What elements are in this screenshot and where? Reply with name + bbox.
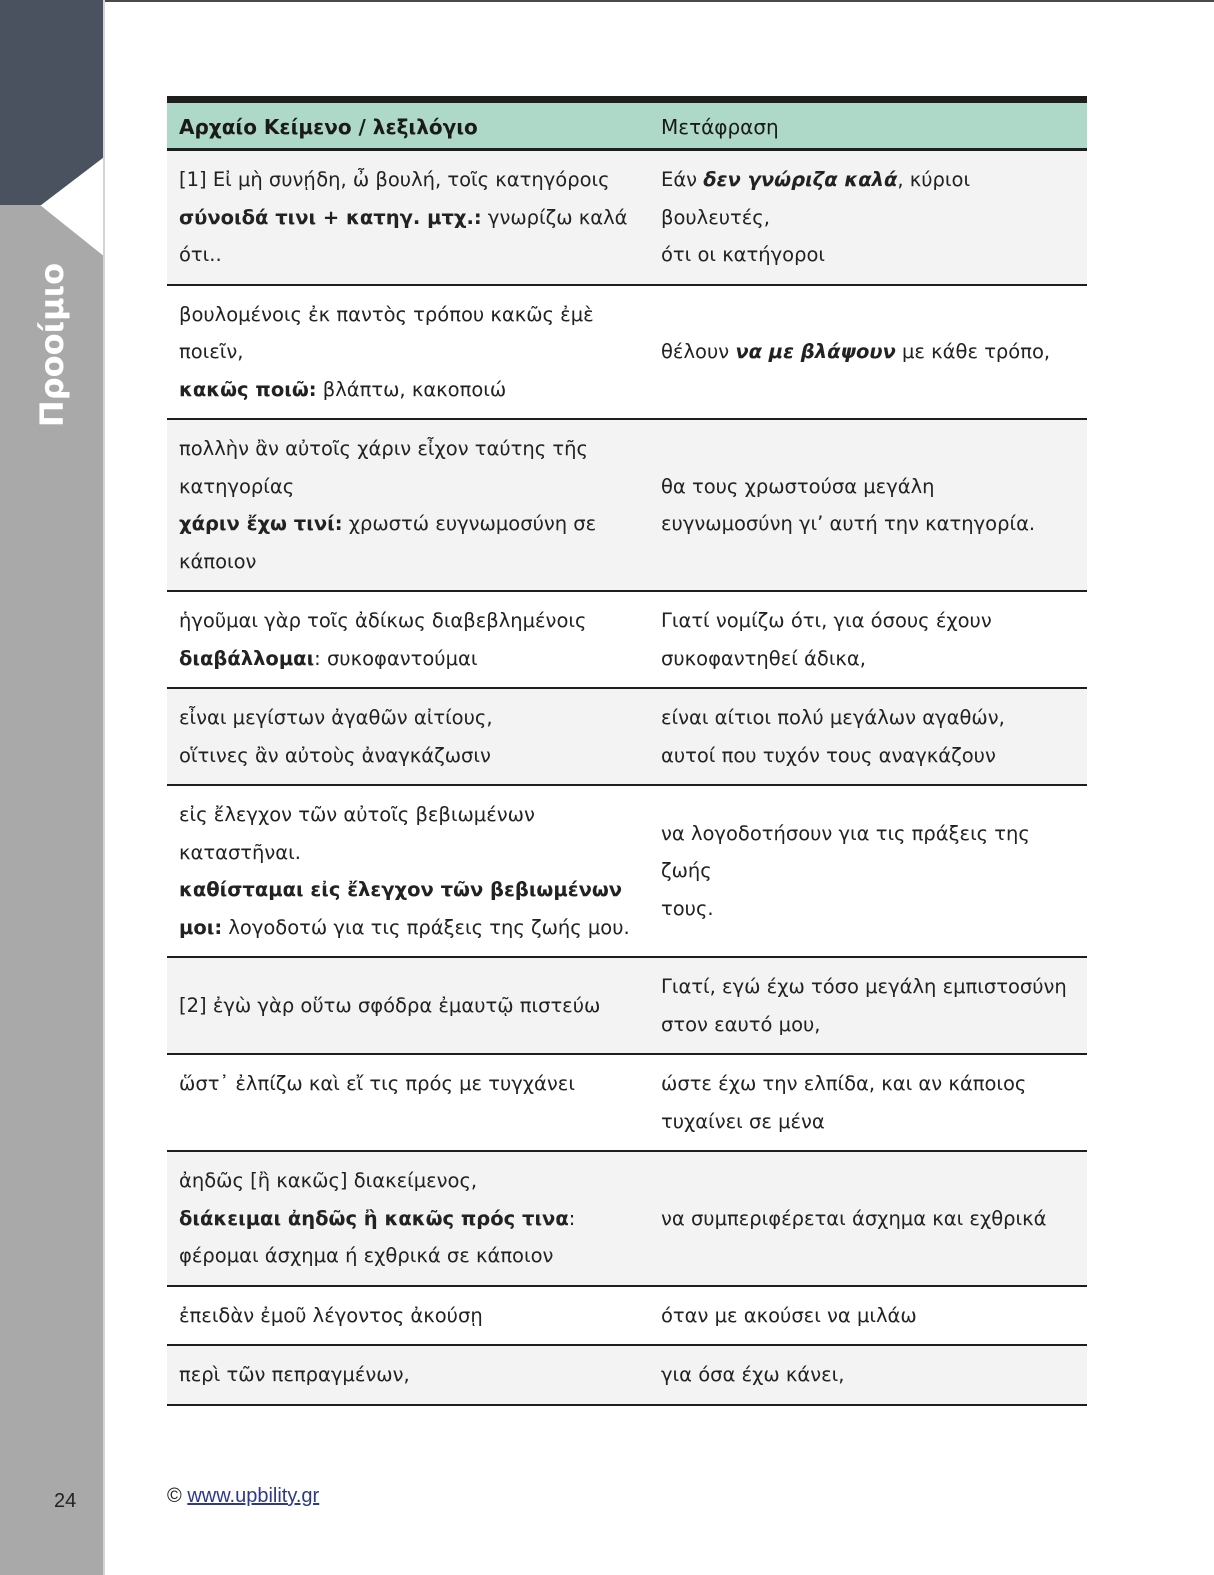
translation-cell xyxy=(649,419,1087,591)
ancient-text-cell xyxy=(167,419,649,591)
text-segment: , κύριοι βουλευτές, xyxy=(661,168,971,229)
translation-cell xyxy=(649,1345,1087,1405)
text-line xyxy=(179,871,637,909)
ancient-text-cell xyxy=(167,591,649,688)
text-segment: [2] ἐγὼ γὰρ οὕτω σφόδρα ἐμαυτῷ πιστεύω xyxy=(179,993,601,1017)
text-line xyxy=(179,602,637,640)
text-segment: είναι αίτιοι πολύ μεγάλων αγαθών, xyxy=(661,706,1005,729)
text-line xyxy=(661,1200,1075,1238)
text-segment: : xyxy=(568,1206,576,1230)
text-line xyxy=(661,161,1075,236)
text-line xyxy=(179,796,637,871)
emphasized-term: διαβάλλομαι xyxy=(179,646,315,670)
emphasized-term: σύνοιδά τινι + κατηγ. μτχ.: xyxy=(179,205,482,229)
text-line xyxy=(179,909,637,947)
text-line xyxy=(179,430,637,468)
table-row xyxy=(167,419,1087,591)
translation-cell xyxy=(649,1054,1087,1151)
chapter-title: Προοίμιο xyxy=(33,262,71,428)
ancient-text-cell xyxy=(167,785,649,957)
text-line xyxy=(661,815,1075,890)
text-segment: ώστε έχω την ελπίδα, και αν κάποιος xyxy=(661,1072,1027,1095)
text-segment: ἀηδῶς [ἢ κακῶς] διακείμενος, xyxy=(179,1169,478,1192)
text-segment: εἰς ἔλεγχον τῶν αὐτοῖς βεβιωμένων καταστῆναι. xyxy=(179,803,535,864)
translation-cell xyxy=(649,591,1087,688)
text-segment: για όσα έχω κάνει, xyxy=(661,1363,845,1386)
text-segment: να λογοδοτήσουν για τις πράξεις της ζωής xyxy=(661,821,1030,883)
text-line xyxy=(179,699,637,737)
text-segment: [1] Εἰ μὴ συνῄδη, ὦ βουλή, τοῖς κατηγόροις xyxy=(179,168,610,191)
table-row xyxy=(167,785,1087,957)
text-segment: βουλομένοις ἐκ παντὸς τρόπου κακῶς ἐμὲ ποιεῖν, xyxy=(179,302,594,363)
text-segment: πολλὴν ἂν αὐτοῖς χάριν εἶχον ταύτης τῆς xyxy=(179,437,588,460)
text-line xyxy=(661,602,1075,640)
footer xyxy=(167,1485,319,1508)
text-segment: με κάθε τρόπο, xyxy=(895,340,1051,363)
table-row xyxy=(167,1151,1087,1286)
text-line xyxy=(179,1237,637,1275)
text-line xyxy=(179,296,637,371)
translation-cell xyxy=(649,150,1087,285)
emphasized-term: καθίσταμαι εἰς ἔλεγχον τῶν βεβιωμένων xyxy=(179,878,623,901)
text-segment: συκοφαντηθεί άδικα, xyxy=(661,646,866,670)
text-segment: θέλουν xyxy=(661,340,736,363)
text-segment: Εάν xyxy=(661,168,704,191)
text-segment: κατηγορίας xyxy=(179,474,295,498)
text-line xyxy=(179,737,637,775)
text-segment: περὶ τῶν πεπραγμένων, xyxy=(179,1363,410,1386)
text-segment: γνωρίζω καλά ότι.. xyxy=(179,205,628,266)
text-line xyxy=(179,199,637,274)
ancient-text-cell xyxy=(167,285,649,420)
text-line xyxy=(179,161,637,199)
emphasized-term: κακῶς ποιῶ: xyxy=(179,377,317,401)
emphasized-term: μοι: xyxy=(179,915,223,939)
table-row xyxy=(167,1345,1087,1405)
text-line xyxy=(179,1356,637,1394)
text-segment: τους. xyxy=(661,896,714,920)
text-line xyxy=(661,1103,1075,1141)
text-segment: όταν με ακούσει να μιλάω xyxy=(661,1303,917,1327)
translation-cell xyxy=(649,688,1087,785)
text-segment: Γιατί, εγώ έχω τόσο μεγάλη εμπιστοσύνη xyxy=(661,975,1067,998)
top-rule xyxy=(0,0,1214,2)
ancient-text-cell xyxy=(167,1151,649,1286)
text-segment: ἡγοῦμαι γὰρ τοῖς ἀδίκως διαβεβλημένοις xyxy=(179,609,587,632)
translation-cell xyxy=(649,785,1087,957)
text-segment: λογοδοτώ για τις πράξεις της ζωής μου. xyxy=(222,915,630,939)
text-segment: θα τους χρωστούσα μεγάλη xyxy=(661,474,935,498)
text-segment: στον εαυτό μου, xyxy=(661,1012,821,1036)
ancient-text-cell xyxy=(167,1054,649,1151)
table-header-row xyxy=(167,100,1087,150)
text-line xyxy=(661,1356,1075,1394)
table-body xyxy=(167,150,1087,1405)
text-line xyxy=(661,1297,1075,1335)
table-row xyxy=(167,285,1087,420)
text-segment: ευγνωμοσύνη γι’ αυτή την κατηγορία. xyxy=(661,512,1036,535)
text-line xyxy=(661,737,1075,775)
sidebar-edge xyxy=(103,0,105,1575)
text-line xyxy=(661,236,1075,274)
text-segment: τυχαίνει σε μένα xyxy=(661,1109,825,1133)
text-segment: ἐπειδὰν ἐμοῦ λέγοντος ἀκούσῃ xyxy=(179,1303,483,1327)
text-line xyxy=(179,505,637,543)
website-link[interactable]: www.upbility.gr xyxy=(187,1485,320,1507)
text-line xyxy=(661,890,1075,928)
text-line xyxy=(661,1006,1075,1044)
copyright-icon: © xyxy=(167,1485,182,1507)
ancient-text-cell xyxy=(167,150,649,285)
table-row xyxy=(167,957,1087,1054)
text-segment: εἶναι μεγίστων ἀγαθῶν αἰτίους, xyxy=(179,706,493,729)
header-ancient-text: Αρχαίο Κείμενο / λεξιλόγιο xyxy=(167,100,649,150)
page-number: 24 xyxy=(54,1490,77,1512)
text-line xyxy=(179,468,637,506)
text-segment: Γιατί νομίζω ότι, για όσους έχουν xyxy=(661,609,992,632)
text-segment: ότι οι κατήγοροι xyxy=(661,243,826,266)
text-segment: να συμπεριφέρεται άσχημα και εχθρικά xyxy=(661,1206,1047,1230)
emphasized-term: διάκειμαι ἀηδῶς ἢ κακῶς πρός τινα xyxy=(179,1206,569,1230)
text-segment: ὥστ᾽ ἐλπίζω καὶ εἴ τις πρός με τυγχάνει xyxy=(179,1072,575,1095)
text-line xyxy=(179,1065,637,1103)
text-line xyxy=(179,371,637,409)
text-line xyxy=(661,333,1075,371)
emphasized-term: χάριν ἔχω τινί: xyxy=(179,512,343,535)
text-line xyxy=(661,640,1075,678)
text-segment: αυτοί που τυχόν τους αναγκάζουν xyxy=(661,743,996,767)
table-row xyxy=(167,150,1087,285)
text-line xyxy=(179,1200,637,1238)
table-row xyxy=(167,1054,1087,1151)
emphasized-term: να με βλάψουν xyxy=(735,340,896,363)
text-segment: βλάπτω, κακοποιώ xyxy=(316,377,507,401)
text-segment: κάποιον xyxy=(179,549,257,573)
ancient-text-cell xyxy=(167,1286,649,1346)
text-line xyxy=(661,468,1075,506)
text-segment: χρωστώ ευγνωμοσύνη σε xyxy=(342,512,597,535)
text-line xyxy=(661,1065,1075,1103)
translation-cell xyxy=(649,957,1087,1054)
table-row xyxy=(167,591,1087,688)
text-line xyxy=(179,640,637,678)
text-line xyxy=(661,699,1075,737)
sidebar-tab-dark xyxy=(0,0,103,205)
translation-cell xyxy=(649,1286,1087,1346)
text-line xyxy=(179,1162,637,1200)
emphasized-term: δεν γνώριζα καλά xyxy=(703,168,898,191)
translation-cell xyxy=(649,285,1087,420)
vocabulary-table xyxy=(167,96,1087,1406)
ancient-text-cell xyxy=(167,688,649,785)
text-segment: : συκοφαντούμαι xyxy=(314,646,478,670)
text-line xyxy=(179,543,637,581)
table-row xyxy=(167,1286,1087,1346)
ancient-text-cell xyxy=(167,1345,649,1405)
text-segment: οἵτινες ἂν αὐτοὺς ἀναγκάζωσιν xyxy=(179,743,491,767)
translation-cell xyxy=(649,1151,1087,1286)
ancient-text-cell xyxy=(167,957,649,1054)
text-line xyxy=(661,505,1075,543)
text-line xyxy=(179,1297,637,1335)
text-segment: φέρομαι άσχημα ή εχθρικά σε κάποιον xyxy=(179,1244,554,1267)
header-translation: Μετάφραση xyxy=(649,100,1087,150)
table-row xyxy=(167,688,1087,785)
text-line xyxy=(661,968,1075,1006)
text-line xyxy=(179,987,637,1025)
